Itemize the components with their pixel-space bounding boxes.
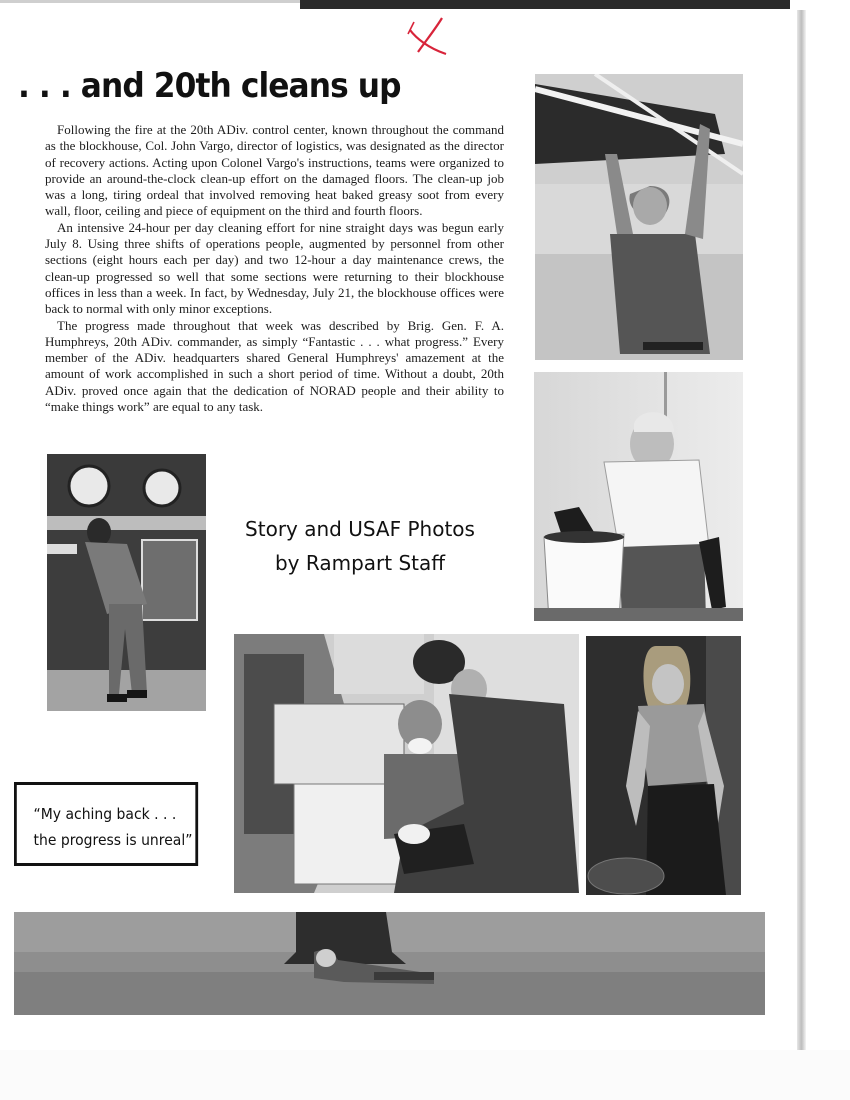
photo-man-resting-under-tree <box>14 912 765 1015</box>
photo-man-cleaning-ceiling <box>535 74 743 360</box>
scan-edge-top <box>0 0 300 3</box>
photo-credit-line-2: by Rampart Staff <box>274 551 446 575</box>
pull-quote-line-2: the progress is unreal” <box>33 831 193 849</box>
article-paragraph: An intensive 24-hour per day cleaning effort for nine straight days was begun early July 8. Using three shifts of operations people, augmented by personnel from other sections (eight hours each per day) and two 12-hour a day maintenance crews, the clean-up progressed so well that some sections were returning to their blockhouse offices in less than a week. In fact, by Wednesday, July 21, the blockhouse offices were back to normal with only minor exceptions. <box>45 219 504 317</box>
photo-woman-with-basket <box>586 636 741 895</box>
article-paragraph: Following the fire at the 20th ADiv. control center, known throughout the command as the blockhouse, Col. John Vargo, director of logistics, was designated as the director of recovery actions. Acting upon Colonel Vargo's instructions, teams were organized to provide an around-the-clock clean-up effort on the damaged floors. The clean-up job was a long, tiring ordeal that involved removing heat baked greasy soot from every wall, floor, ceiling and piece of equipment on the third and fourth floors. <box>45 122 504 219</box>
photo-men-cleaning-console <box>234 634 579 893</box>
page-bottom-margin <box>0 1050 850 1100</box>
photo-credit-line-1: Story and USAF Photos <box>245 517 475 541</box>
pull-quote-box <box>14 782 198 866</box>
photo-credit <box>220 512 500 580</box>
page-edge-shadow <box>797 10 806 1050</box>
handwritten-x-mark <box>402 8 462 60</box>
pull-quote-line-1: “My aching back . . . <box>33 805 177 823</box>
article-paragraph: The progress made throughout that week was described by Brig. Gen. F. A. Humphreys, 20th ADiv. commander, as simply “Fantastic . . . what progress.” Every member of the ADiv. headquarters shared General Humphreys' amazement at the amount of work accomplished in such a short period of time. Without a doubt, 20th ADiv. proved once again that the dedication of NORAD people and their ability to “make things work” are equal to any task. <box>45 317 504 415</box>
photo-man-with-searchlights <box>47 454 206 711</box>
scan-edge-top-dark <box>300 0 790 9</box>
photo-man-with-bucket <box>534 372 743 621</box>
article-body <box>45 122 504 415</box>
headline: . . . and 20th cleans up <box>18 66 401 106</box>
